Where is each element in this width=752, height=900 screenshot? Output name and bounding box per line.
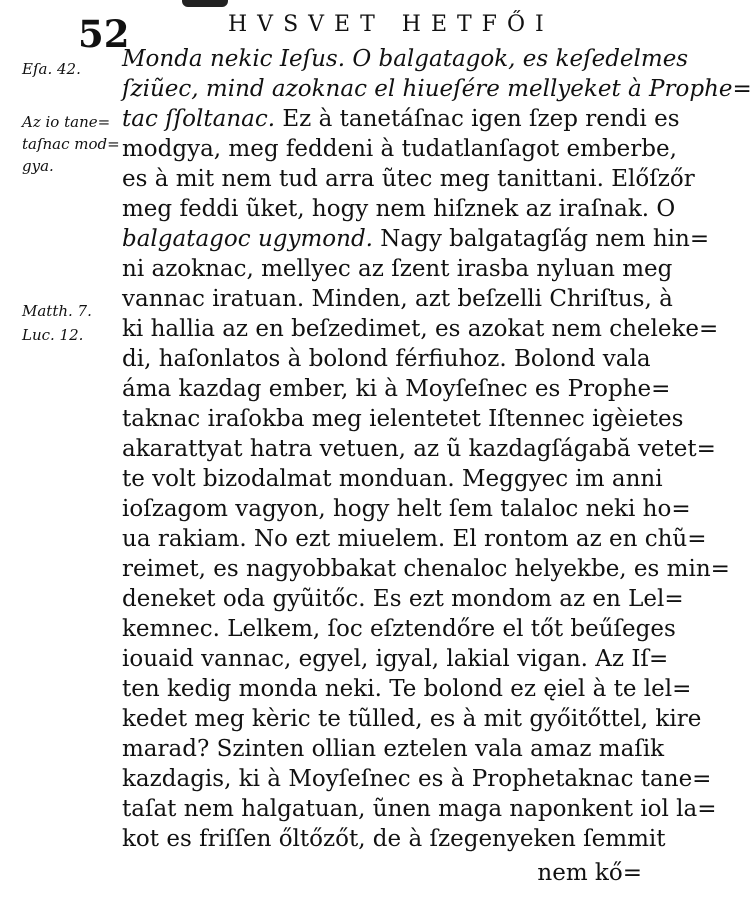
top-ink-mark — [182, 0, 228, 7]
body-line: ten kedig monda neki. Te bolond ez ęiel à te lel= — [122, 676, 692, 702]
body-line: tac ſſoltanac. Ez à tanetáſnac igen ſzep rendi es — [122, 106, 680, 132]
margin-note-gya: gya. — [22, 157, 54, 175]
catchword: nem kő= — [537, 860, 642, 886]
body-line: reimet, es nagyobbakat chenaloc helyekbe, es min= — [122, 556, 730, 582]
body-line: te volt bizodalmat monduan. Meggyec im anni — [122, 466, 663, 492]
body-line: kedet meg kèric te tũlled, es à mit győitőttel, kire — [122, 706, 702, 732]
body-line: modgya, meg feddeni à tudatlanſagot emberbe, — [122, 136, 677, 162]
margin-note-matth: Matth. 7. — [22, 302, 92, 320]
body-line: taſat nem halgatuan, ũnen maga naponkent iol la= — [122, 796, 717, 822]
body-line: akarattyat hatra vetuen, az ũ kazdagſágabă vetet= — [122, 436, 716, 462]
body-line: taknac iraſokba meg ielentetet Iſtennec igèietes — [122, 406, 684, 432]
body-line: kazdagis, ki à Moyſeſnec es à Prophetaknac tane= — [122, 766, 712, 792]
body-line: ki hallia az en beſzedimet, es azokat nem cheleke= — [122, 316, 719, 342]
body-line: di, haſonlatos à bolond férfiuhoz. Bolond vala — [122, 346, 651, 372]
margin-note-az-io-tane: Az io tane= — [22, 113, 111, 131]
page-number: 52 — [78, 12, 130, 56]
margin-note-tasnac-modgya: taſnac mod= — [22, 135, 120, 153]
body-line: kemnec. Lelkem, ſoc eſztendőre el tőt beűſeges — [122, 616, 676, 642]
body-line: ua rakiam. No ezt miuelem. El rontom az en chũ= — [122, 526, 707, 552]
body-line: iouaid vannac, egyel, igyal, lakial vigan. Az Iſ= — [122, 646, 669, 672]
body-line: áma kazdag ember, ki à Moyſeſnec es Prophe= — [122, 376, 671, 402]
body-line: ni azoknac, mellyec az ſzent irasba nyluan meg — [122, 256, 673, 282]
body-line: kot es friſſen őltőzőt, de à ſzegenyeken ſemmit — [122, 826, 666, 852]
margin-note-esa: Eſa. 42. — [22, 60, 81, 78]
body-line: vannac iratuan. Minden, azt beſzelli Chriſtus, à — [122, 286, 673, 312]
running-head: HVSVET HETFŐI — [228, 12, 554, 37]
body-line: Monda nekic Ieſus. O balgatagok, es keſedelmes — [122, 46, 689, 72]
body-line: balgatagoc ugymond. Nagy balgatagſág nem hin= — [122, 226, 710, 252]
margin-note-luc: Luc. 12. — [22, 326, 84, 344]
body-line: es à mit nem tud arra ũtec meg tanittani. Előſzőr — [122, 166, 695, 192]
body-line: deneket oda gyũitőc. Es ezt mondom az en Lel= — [122, 586, 684, 612]
body-line: meg feddi ũket, hogy nem hiſznek az iraſnak. O — [122, 196, 676, 222]
body-line: ioſzagom vagyon, hogy helt ſem talaloc neki ho= — [122, 496, 691, 522]
body-line: ſziũec, mind azoknac el hiueſére mellyeket à Prophe= — [122, 76, 752, 102]
body-line: marad? Szinten ollian eztelen vala amaz maſik — [122, 736, 665, 762]
